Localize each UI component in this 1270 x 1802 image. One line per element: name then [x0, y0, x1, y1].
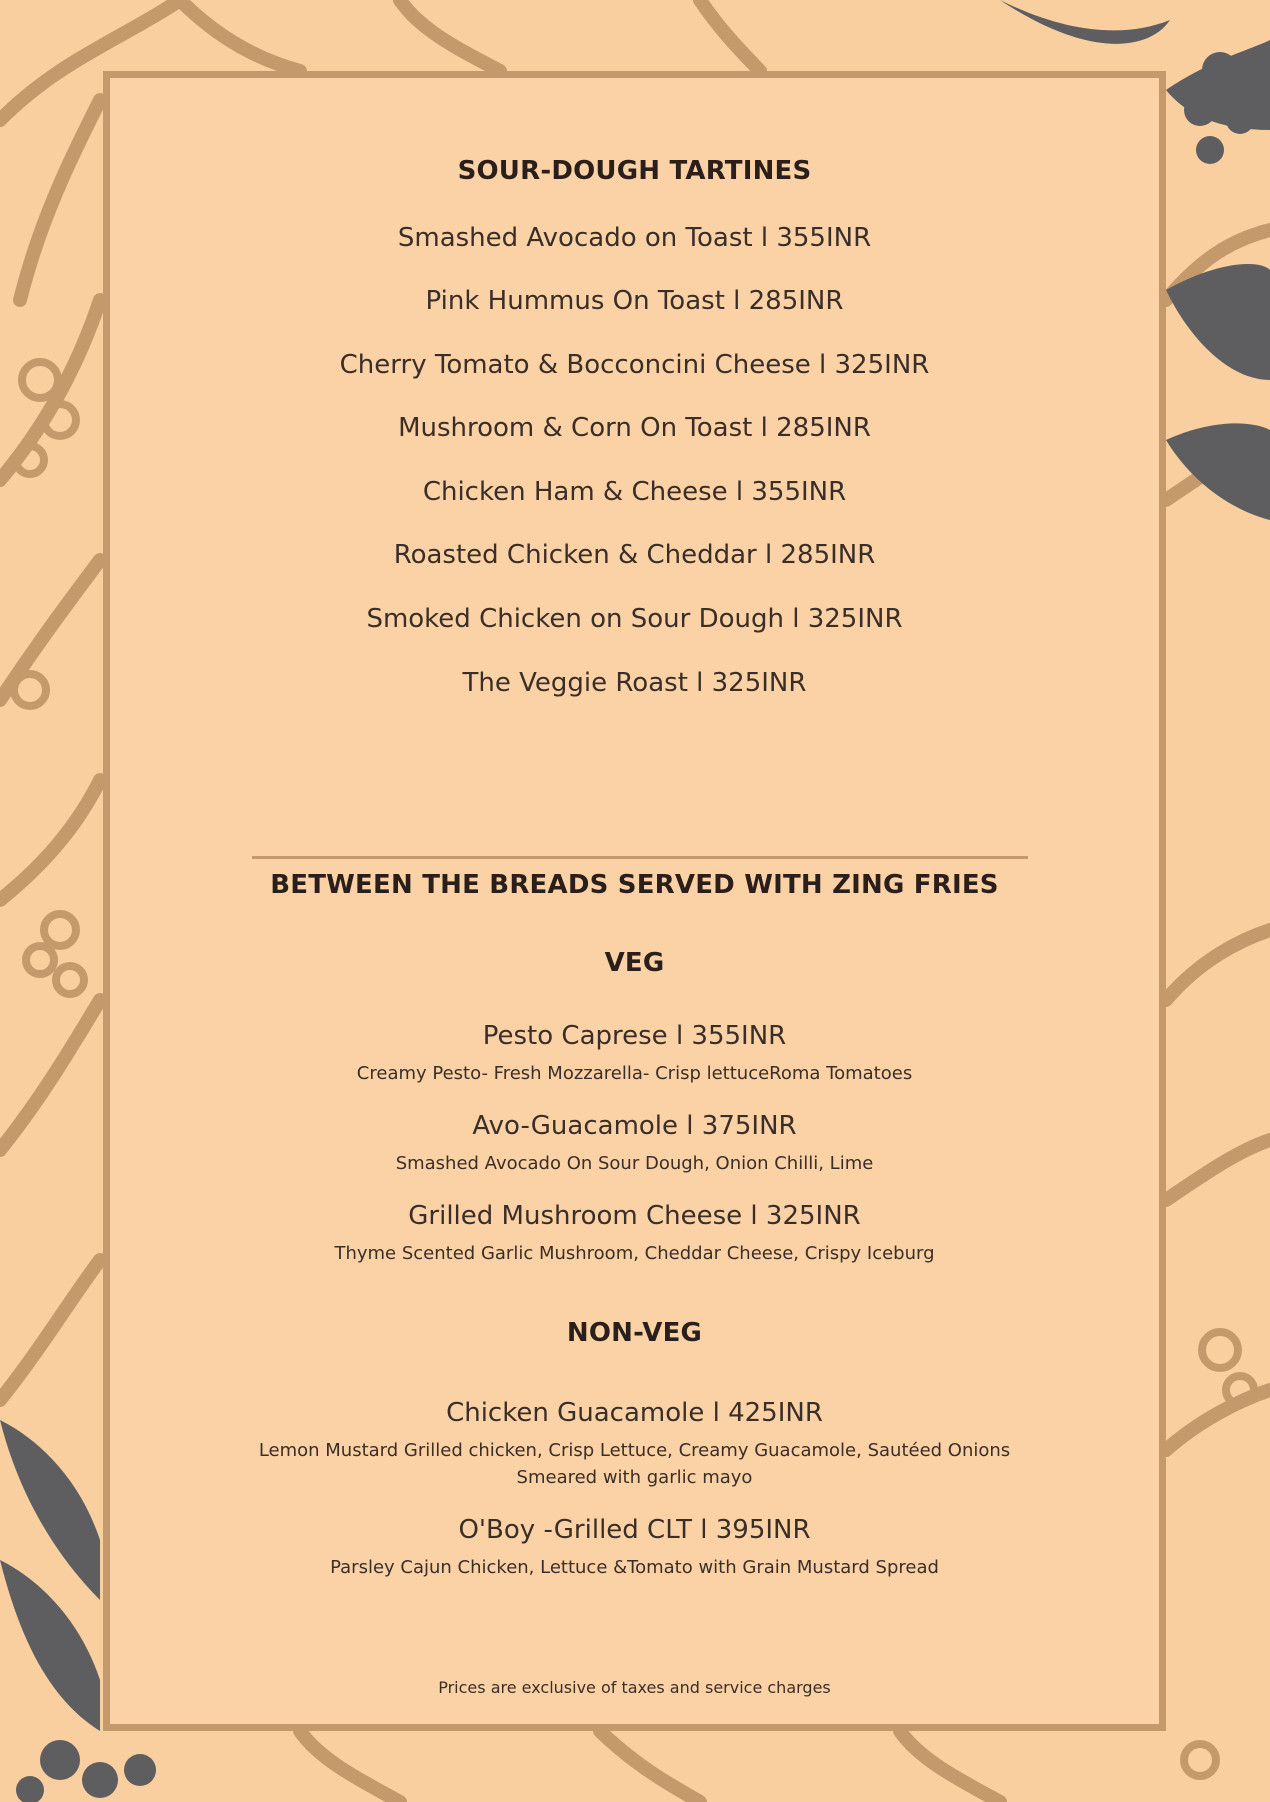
menu-item-label: Pesto Caprese l 355INR [482, 1021, 787, 1051]
menu-item-desc: Creamy Pesto- Fresh Mozzarella- Crisp lettuceRoma Tomatoes [356, 1063, 913, 1084]
menu-item [110, 1023, 1159, 1049]
section1-heading: SOUR-DOUGH TARTINES [457, 156, 812, 186]
menu-item [110, 606, 1159, 632]
footer-text: Prices are exclusive of taxes and service charges [438, 1678, 831, 1697]
menu-item-description [110, 1437, 1159, 1464]
menu-item [110, 670, 1159, 696]
menu-item [110, 1517, 1159, 1543]
subsection-title-nonveg [110, 1318, 1159, 1348]
menu-item [110, 1400, 1159, 1426]
section-title-tartines [110, 156, 1159, 186]
menu-item-label: Roasted Chicken & Cheddar l 285INR [393, 540, 876, 570]
menu-item [110, 479, 1159, 505]
menu-item-description [110, 1240, 1159, 1267]
menu-item-label: Chicken Guacamole l 425INR [446, 1398, 823, 1428]
menu-item-label: Smoked Chicken on Sour Dough l 325INR [366, 604, 903, 634]
menu-item [110, 415, 1159, 441]
menu-item-desc: Parsley Cajun Chicken, Lettuce &Tomato with Grain Mustard Spread [330, 1557, 939, 1578]
menu-item-description [110, 1060, 1159, 1087]
menu-item-label: Smashed Avocado on Toast l 355INR [397, 223, 872, 253]
subsection-title-veg [110, 948, 1159, 978]
veg-heading: VEG [604, 948, 665, 978]
menu-item [110, 1203, 1159, 1229]
section-title-between-breads [110, 870, 1159, 900]
menu-item-label: Avo-Guacamole l 375INR [472, 1111, 797, 1141]
menu-item [110, 288, 1159, 314]
menu-item-label: Mushroom & Corn On Toast l 285INR [398, 413, 871, 443]
menu-item-desc: Smeared with garlic mayo [516, 1467, 753, 1488]
section2-heading: BETWEEN THE BREADS SERVED WITH ZING FRIES [270, 870, 999, 900]
menu-item-description [110, 1150, 1159, 1177]
menu-item [110, 352, 1159, 378]
menu-item-desc: Thyme Scented Garlic Mushroom, Cheddar Cheese, Crispy Iceburg [334, 1243, 935, 1264]
menu-item-label: The Veggie Roast l 325INR [462, 668, 807, 698]
menu-item [110, 542, 1159, 568]
section-divider [252, 856, 1028, 859]
menu-item [110, 225, 1159, 251]
menu-item-desc: Lemon Mustard Grilled chicken, Crisp Lettuce, Creamy Guacamole, Sautéed Onions [258, 1440, 1011, 1461]
menu-item-label: Pink Hummus On Toast l 285INR [425, 286, 844, 316]
menu-item-description [110, 1464, 1159, 1491]
footer-note [110, 1678, 1159, 1697]
menu-frame [103, 71, 1166, 1731]
menu-item-description [110, 1554, 1159, 1581]
menu-item-desc: Smashed Avocado On Sour Dough, Onion Chilli, Lime [395, 1153, 874, 1174]
menu-item [110, 1113, 1159, 1139]
menu-item-label: O'Boy -Grilled CLT l 395INR [458, 1515, 811, 1545]
nonveg-heading: NON-VEG [566, 1318, 703, 1348]
menu-item-label: Cherry Tomato & Bocconcini Cheese l 325INR [339, 350, 930, 380]
menu-item-label: Grilled Mushroom Cheese l 325INR [408, 1201, 861, 1231]
menu-item-label: Chicken Ham & Cheese l 355INR [422, 477, 847, 507]
